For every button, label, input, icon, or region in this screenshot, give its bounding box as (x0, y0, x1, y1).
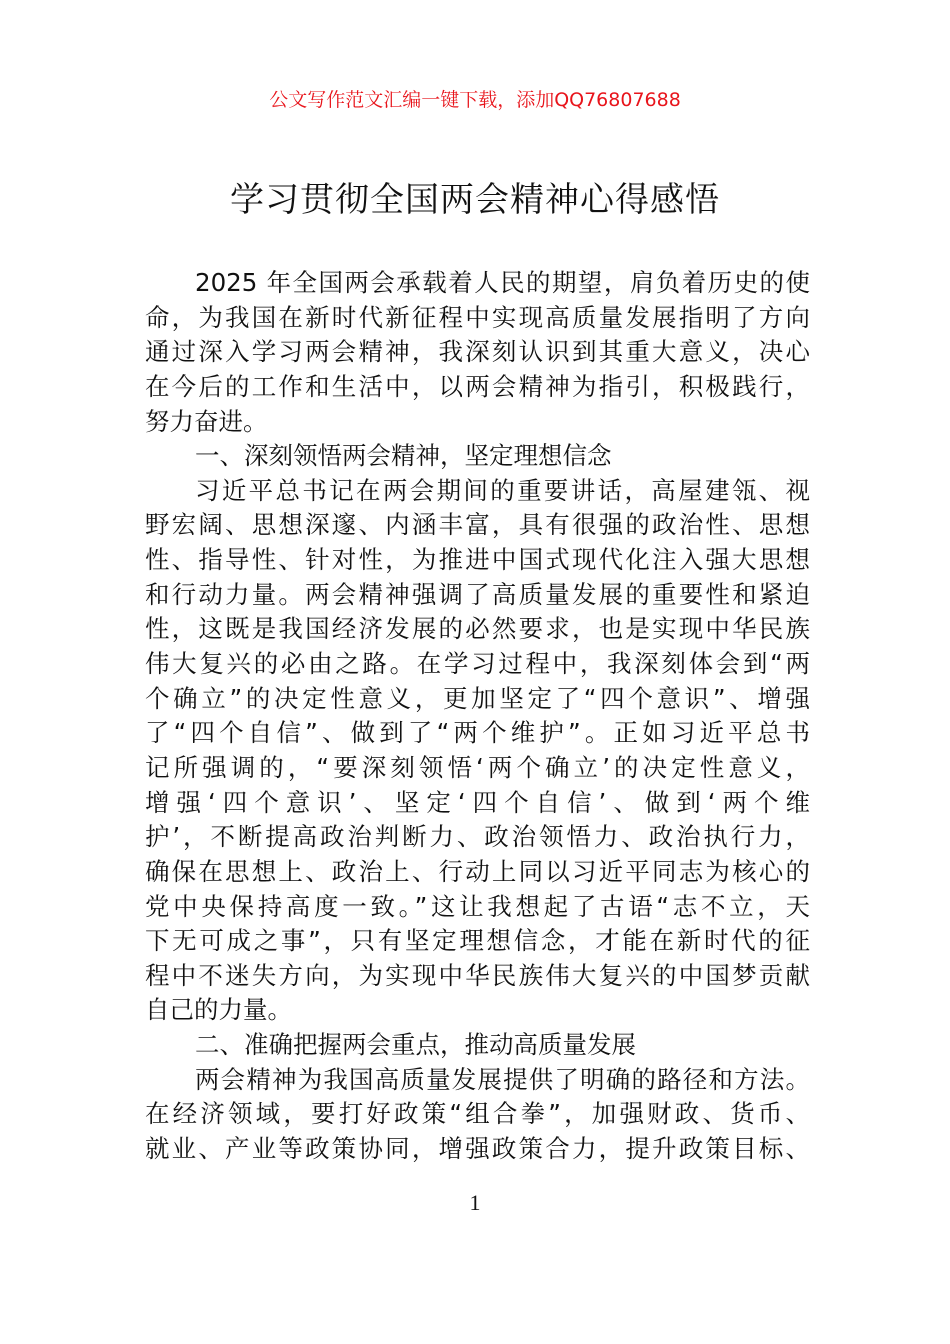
text-line: 两会精神为我国高质量发展提供了明确的路径和方法。 (195, 1064, 810, 1094)
text-line: 确保在思想上、政治上、行动上同以习近平同志为核心的 (145, 856, 810, 886)
text-line: 增强‘四个意识’、坚定‘四个自信’、做到‘两个维 (145, 787, 810, 817)
text-line: 程中不迷失方向，为实现中华民族伟大复兴的中国梦贡献 (145, 960, 810, 990)
page-number: 1 (469, 1190, 481, 1215)
text-line: 二、准确把握两会重点，推动高质量发展 (195, 1030, 636, 1060)
text-line: 性，这既是我国经济发展的必然要求，也是实现中华民族 (145, 614, 810, 644)
text-line: 性、指导性、针对性，为推进中国式现代化注入强大思想 (145, 545, 810, 575)
text-line: 习近平总书记在两会期间的重要讲话，高屋建瓴、视 (195, 475, 810, 505)
text-line: 护’，不断提高政治判断力、政治领悟力、政治执行力， (145, 822, 810, 852)
text-line: 和行动力量。两会精神强调了高质量发展的重要性和紧迫 (145, 579, 810, 609)
text-line: 记所强调的，“要深刻领悟‘两个确立’的决定性意义， (145, 752, 810, 782)
text-line: 命，为我国在新时代新征程中实现高质量发展指明了方向 (145, 302, 810, 332)
text-line: 个确立”的决定性意义，更加坚定了“四个意识”、增强 (145, 683, 810, 713)
text-line: 通过深入学习两会精神，我深刻认识到其重大意义，决心 (145, 337, 810, 367)
text-line: 在经济领域，要打好政策“组合拳”，加强财政、货币、 (145, 1099, 810, 1129)
document-body (145, 266, 810, 1167)
text-line: 野宏阔、思想深邃、内涵丰富，具有很强的政治性、思想 (145, 510, 810, 540)
text-line: 伟大复兴的必由之路。在学习过程中，我深刻体会到“两 (145, 649, 810, 679)
text-line: 在今后的工作和生活中，以两会精神为指引，积极践行， (145, 371, 810, 401)
text-line: 党中央保持高度一致。”这让我想起了古语“志不立，天 (145, 891, 810, 921)
text-line: 一、深刻领悟两会精神，坚定理想信念 (195, 441, 612, 471)
text-line: 了“四个自信”、做到了“两个维护”。正如习近平总书 (145, 718, 810, 748)
download-watermark-link[interactable]: 公文写作范文汇编一键下载，添加QQ76807688 (269, 89, 681, 111)
text-line: 努力奋进。 (145, 406, 268, 436)
text-line: 就业、产业等政策协同，增强政策合力，提升政策目标、 (145, 1134, 810, 1164)
text-line: 自己的力量。 (145, 995, 292, 1025)
text-line: 2025 年全国两会承载着人民的期望，肩负着历史的使 (195, 268, 810, 297)
text-line: 下无可成之事”，只有坚定理想信念，才能在新时代的征 (145, 926, 810, 956)
document-title: 学习贯彻全国两会精神心得感悟 (230, 180, 720, 220)
